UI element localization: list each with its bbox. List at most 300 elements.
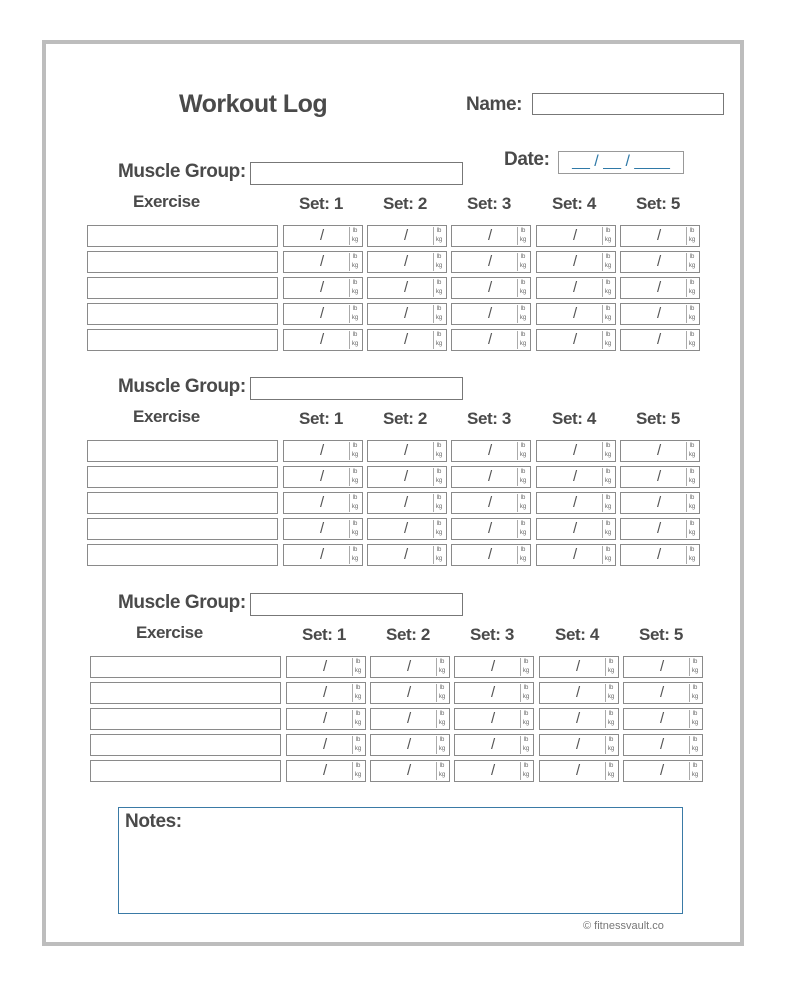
unit-lb[interactable]: lb	[439, 685, 445, 691]
unit-kg[interactable]: kg	[688, 341, 696, 347]
unit-toggle[interactable]	[433, 253, 444, 271]
unit-kg[interactable]: kg	[519, 315, 527, 321]
unit-toggle[interactable]	[433, 468, 444, 486]
set-input[interactable]	[370, 656, 450, 678]
unit-toggle[interactable]	[352, 658, 363, 676]
unit-lb[interactable]: lb	[692, 763, 698, 769]
set-input[interactable]	[620, 466, 700, 488]
set-input[interactable]	[536, 492, 616, 514]
set-input[interactable]	[620, 518, 700, 540]
unit-kg[interactable]: kg	[435, 530, 443, 536]
unit-kg[interactable]: kg	[691, 772, 699, 778]
unit-lb[interactable]: lb	[692, 711, 698, 717]
set-input[interactable]	[454, 734, 534, 756]
unit-kg[interactable]: kg	[688, 530, 696, 536]
unit-lb[interactable]: lb	[523, 763, 529, 769]
set-input[interactable]	[623, 734, 703, 756]
unit-kg[interactable]: kg	[604, 556, 612, 562]
unit-lb[interactable]: lb	[355, 659, 361, 665]
date-field[interactable]: __ / __ / ____	[558, 151, 684, 174]
unit-toggle[interactable]	[349, 520, 360, 538]
unit-toggle[interactable]	[686, 520, 697, 538]
unit-toggle[interactable]	[349, 305, 360, 323]
unit-lb[interactable]: lb	[352, 228, 358, 234]
unit-toggle[interactable]	[433, 305, 444, 323]
unit-lb[interactable]: lb	[605, 547, 611, 553]
exercise-input[interactable]	[87, 329, 278, 351]
unit-toggle[interactable]	[352, 762, 363, 780]
set-input[interactable]	[536, 329, 616, 351]
set-input[interactable]	[623, 656, 703, 678]
unit-kg[interactable]: kg	[604, 504, 612, 510]
unit-toggle[interactable]	[349, 468, 360, 486]
unit-lb[interactable]: lb	[608, 685, 614, 691]
unit-toggle[interactable]	[352, 710, 363, 728]
unit-lb[interactable]: lb	[692, 737, 698, 743]
set-input[interactable]	[620, 303, 700, 325]
set-input[interactable]	[367, 440, 447, 462]
unit-kg[interactable]: kg	[354, 694, 362, 700]
unit-kg[interactable]: kg	[522, 668, 530, 674]
unit-lb[interactable]: lb	[436, 495, 442, 501]
set-input[interactable]	[367, 518, 447, 540]
unit-lb[interactable]: lb	[605, 469, 611, 475]
unit-toggle[interactable]	[433, 279, 444, 297]
unit-lb[interactable]: lb	[608, 763, 614, 769]
unit-lb[interactable]: lb	[689, 469, 695, 475]
set-input[interactable]	[536, 225, 616, 247]
unit-kg[interactable]: kg	[351, 478, 359, 484]
unit-lb[interactable]: lb	[605, 254, 611, 260]
unit-lb[interactable]: lb	[436, 254, 442, 260]
set-input[interactable]	[623, 708, 703, 730]
unit-kg[interactable]: kg	[688, 315, 696, 321]
set-input[interactable]	[536, 303, 616, 325]
exercise-input[interactable]	[90, 656, 281, 678]
unit-lb[interactable]: lb	[523, 711, 529, 717]
unit-toggle[interactable]	[686, 494, 697, 512]
unit-toggle[interactable]	[602, 305, 613, 323]
unit-toggle[interactable]	[689, 762, 700, 780]
set-input[interactable]	[536, 251, 616, 273]
unit-kg[interactable]: kg	[435, 315, 443, 321]
set-input[interactable]	[451, 466, 531, 488]
set-input[interactable]	[620, 544, 700, 566]
set-input[interactable]	[367, 492, 447, 514]
unit-toggle[interactable]	[520, 736, 531, 754]
muscle-group-field[interactable]	[250, 162, 463, 185]
unit-kg[interactable]: kg	[688, 478, 696, 484]
unit-toggle[interactable]	[689, 736, 700, 754]
unit-lb[interactable]: lb	[436, 443, 442, 449]
unit-kg[interactable]: kg	[519, 341, 527, 347]
unit-toggle[interactable]	[520, 684, 531, 702]
unit-toggle[interactable]	[686, 279, 697, 297]
unit-lb[interactable]: lb	[355, 711, 361, 717]
unit-kg[interactable]: kg	[438, 720, 446, 726]
exercise-input[interactable]	[90, 708, 281, 730]
set-input[interactable]	[454, 682, 534, 704]
set-input[interactable]	[367, 544, 447, 566]
unit-lb[interactable]: lb	[689, 332, 695, 338]
unit-lb[interactable]: lb	[520, 280, 526, 286]
unit-toggle[interactable]	[349, 227, 360, 245]
unit-kg[interactable]: kg	[688, 263, 696, 269]
unit-kg[interactable]: kg	[691, 746, 699, 752]
unit-kg[interactable]: kg	[604, 478, 612, 484]
unit-toggle[interactable]	[517, 305, 528, 323]
unit-lb[interactable]: lb	[436, 547, 442, 553]
exercise-input[interactable]	[87, 492, 278, 514]
unit-toggle[interactable]	[517, 331, 528, 349]
unit-kg[interactable]: kg	[688, 556, 696, 562]
unit-lb[interactable]: lb	[352, 495, 358, 501]
set-input[interactable]	[454, 656, 534, 678]
unit-toggle[interactable]	[349, 331, 360, 349]
unit-lb[interactable]: lb	[523, 685, 529, 691]
set-input[interactable]	[283, 329, 363, 351]
set-input[interactable]	[536, 277, 616, 299]
unit-lb[interactable]: lb	[523, 659, 529, 665]
unit-lb[interactable]: lb	[520, 306, 526, 312]
unit-toggle[interactable]	[602, 468, 613, 486]
exercise-input[interactable]	[87, 303, 278, 325]
exercise-input[interactable]	[90, 760, 281, 782]
unit-lb[interactable]: lb	[689, 521, 695, 527]
unit-kg[interactable]: kg	[688, 237, 696, 243]
unit-toggle[interactable]	[602, 227, 613, 245]
set-input[interactable]	[286, 708, 366, 730]
set-input[interactable]	[536, 466, 616, 488]
unit-lb[interactable]: lb	[689, 495, 695, 501]
unit-kg[interactable]: kg	[354, 746, 362, 752]
set-input[interactable]	[539, 656, 619, 678]
set-input[interactable]	[451, 544, 531, 566]
unit-kg[interactable]: kg	[435, 556, 443, 562]
unit-kg[interactable]: kg	[435, 341, 443, 347]
unit-kg[interactable]: kg	[691, 720, 699, 726]
unit-lb[interactable]: lb	[605, 280, 611, 286]
unit-kg[interactable]: kg	[607, 746, 615, 752]
unit-lb[interactable]: lb	[436, 332, 442, 338]
unit-kg[interactable]: kg	[354, 720, 362, 726]
unit-lb[interactable]: lb	[439, 737, 445, 743]
unit-kg[interactable]: kg	[519, 237, 527, 243]
unit-lb[interactable]: lb	[605, 495, 611, 501]
set-input[interactable]	[539, 734, 619, 756]
set-input[interactable]	[454, 708, 534, 730]
unit-kg[interactable]: kg	[691, 694, 699, 700]
unit-toggle[interactable]	[689, 710, 700, 728]
set-input[interactable]	[623, 682, 703, 704]
set-input[interactable]	[283, 466, 363, 488]
exercise-input[interactable]	[87, 225, 278, 247]
unit-kg[interactable]: kg	[604, 315, 612, 321]
unit-kg[interactable]: kg	[688, 504, 696, 510]
unit-toggle[interactable]	[349, 494, 360, 512]
unit-kg[interactable]: kg	[604, 452, 612, 458]
unit-kg[interactable]: kg	[607, 772, 615, 778]
unit-toggle[interactable]	[689, 658, 700, 676]
set-input[interactable]	[283, 518, 363, 540]
unit-toggle[interactable]	[686, 227, 697, 245]
unit-toggle[interactable]	[436, 736, 447, 754]
set-input[interactable]	[620, 225, 700, 247]
unit-lb[interactable]: lb	[355, 763, 361, 769]
unit-lb[interactable]: lb	[355, 685, 361, 691]
set-input[interactable]	[451, 251, 531, 273]
unit-toggle[interactable]	[520, 710, 531, 728]
set-input[interactable]	[451, 303, 531, 325]
unit-kg[interactable]: kg	[435, 478, 443, 484]
set-input[interactable]	[367, 277, 447, 299]
set-input[interactable]	[451, 492, 531, 514]
unit-lb[interactable]: lb	[436, 469, 442, 475]
unit-toggle[interactable]	[433, 494, 444, 512]
unit-lb[interactable]: lb	[605, 306, 611, 312]
unit-kg[interactable]: kg	[607, 668, 615, 674]
set-input[interactable]	[283, 277, 363, 299]
set-input[interactable]	[451, 225, 531, 247]
unit-lb[interactable]: lb	[520, 547, 526, 553]
unit-toggle[interactable]	[602, 494, 613, 512]
set-input[interactable]	[283, 303, 363, 325]
unit-lb[interactable]: lb	[352, 280, 358, 286]
name-field[interactable]	[532, 93, 724, 115]
unit-kg[interactable]: kg	[604, 530, 612, 536]
unit-lb[interactable]: lb	[692, 685, 698, 691]
unit-kg[interactable]: kg	[519, 452, 527, 458]
muscle-group-field[interactable]	[250, 377, 463, 400]
unit-toggle[interactable]	[605, 710, 616, 728]
set-input[interactable]	[370, 760, 450, 782]
unit-toggle[interactable]	[433, 520, 444, 538]
set-input[interactable]	[451, 277, 531, 299]
unit-toggle[interactable]	[436, 658, 447, 676]
unit-toggle[interactable]	[686, 442, 697, 460]
unit-toggle[interactable]	[602, 442, 613, 460]
unit-toggle[interactable]	[517, 279, 528, 297]
unit-toggle[interactable]	[436, 710, 447, 728]
unit-lb[interactable]: lb	[520, 495, 526, 501]
unit-lb[interactable]: lb	[352, 469, 358, 475]
set-input[interactable]	[620, 251, 700, 273]
unit-toggle[interactable]	[517, 253, 528, 271]
unit-toggle[interactable]	[517, 468, 528, 486]
unit-toggle[interactable]	[602, 331, 613, 349]
unit-kg[interactable]: kg	[351, 289, 359, 295]
exercise-input[interactable]	[87, 251, 278, 273]
set-input[interactable]	[620, 329, 700, 351]
unit-toggle[interactable]	[689, 684, 700, 702]
unit-lb[interactable]: lb	[352, 332, 358, 338]
unit-lb[interactable]: lb	[352, 521, 358, 527]
unit-toggle[interactable]	[602, 279, 613, 297]
unit-toggle[interactable]	[686, 468, 697, 486]
unit-kg[interactable]: kg	[604, 263, 612, 269]
unit-kg[interactable]: kg	[435, 452, 443, 458]
unit-lb[interactable]: lb	[689, 443, 695, 449]
unit-toggle[interactable]	[517, 546, 528, 564]
unit-kg[interactable]: kg	[435, 237, 443, 243]
unit-toggle[interactable]	[352, 736, 363, 754]
unit-toggle[interactable]	[349, 546, 360, 564]
unit-toggle[interactable]	[517, 227, 528, 245]
unit-kg[interactable]: kg	[438, 746, 446, 752]
unit-lb[interactable]: lb	[605, 521, 611, 527]
unit-lb[interactable]: lb	[439, 763, 445, 769]
unit-kg[interactable]: kg	[438, 668, 446, 674]
unit-lb[interactable]: lb	[520, 228, 526, 234]
set-input[interactable]	[536, 544, 616, 566]
unit-lb[interactable]: lb	[520, 469, 526, 475]
unit-lb[interactable]: lb	[689, 280, 695, 286]
set-input[interactable]	[286, 682, 366, 704]
unit-kg[interactable]: kg	[519, 289, 527, 295]
unit-toggle[interactable]	[433, 331, 444, 349]
unit-toggle[interactable]	[349, 279, 360, 297]
unit-kg[interactable]: kg	[604, 237, 612, 243]
unit-toggle[interactable]	[517, 442, 528, 460]
set-input[interactable]	[283, 251, 363, 273]
exercise-input[interactable]	[87, 466, 278, 488]
unit-kg[interactable]: kg	[351, 504, 359, 510]
unit-toggle[interactable]	[433, 442, 444, 460]
unit-toggle[interactable]	[605, 762, 616, 780]
unit-kg[interactable]: kg	[519, 478, 527, 484]
set-input[interactable]	[367, 466, 447, 488]
unit-lb[interactable]: lb	[520, 521, 526, 527]
unit-toggle[interactable]	[436, 762, 447, 780]
unit-lb[interactable]: lb	[523, 737, 529, 743]
unit-kg[interactable]: kg	[522, 720, 530, 726]
unit-kg[interactable]: kg	[351, 263, 359, 269]
set-input[interactable]	[283, 440, 363, 462]
set-input[interactable]	[454, 760, 534, 782]
unit-lb[interactable]: lb	[352, 443, 358, 449]
unit-kg[interactable]: kg	[607, 694, 615, 700]
unit-lb[interactable]: lb	[355, 737, 361, 743]
unit-lb[interactable]: lb	[608, 711, 614, 717]
set-input[interactable]	[286, 656, 366, 678]
unit-lb[interactable]: lb	[689, 306, 695, 312]
unit-kg[interactable]: kg	[604, 341, 612, 347]
unit-lb[interactable]: lb	[352, 306, 358, 312]
unit-lb[interactable]: lb	[692, 659, 698, 665]
exercise-input[interactable]	[87, 440, 278, 462]
unit-kg[interactable]: kg	[351, 452, 359, 458]
unit-lb[interactable]: lb	[605, 443, 611, 449]
unit-kg[interactable]: kg	[351, 315, 359, 321]
unit-kg[interactable]: kg	[351, 530, 359, 536]
unit-kg[interactable]: kg	[604, 289, 612, 295]
unit-lb[interactable]: lb	[436, 228, 442, 234]
set-input[interactable]	[367, 303, 447, 325]
unit-kg[interactable]: kg	[435, 504, 443, 510]
set-input[interactable]	[283, 492, 363, 514]
unit-toggle[interactable]	[349, 442, 360, 460]
set-input[interactable]	[367, 225, 447, 247]
set-input[interactable]	[286, 734, 366, 756]
unit-lb[interactable]: lb	[605, 228, 611, 234]
unit-toggle[interactable]	[602, 520, 613, 538]
set-input[interactable]	[367, 329, 447, 351]
set-input[interactable]	[536, 440, 616, 462]
set-input[interactable]	[451, 440, 531, 462]
unit-toggle[interactable]	[349, 253, 360, 271]
unit-kg[interactable]: kg	[354, 668, 362, 674]
muscle-group-field[interactable]	[250, 593, 463, 616]
set-input[interactable]	[370, 682, 450, 704]
unit-lb[interactable]: lb	[436, 306, 442, 312]
exercise-input[interactable]	[87, 544, 278, 566]
unit-kg[interactable]: kg	[354, 772, 362, 778]
set-input[interactable]	[539, 682, 619, 704]
set-input[interactable]	[620, 440, 700, 462]
set-input[interactable]	[539, 708, 619, 730]
unit-kg[interactable]: kg	[438, 694, 446, 700]
unit-lb[interactable]: lb	[439, 659, 445, 665]
unit-lb[interactable]: lb	[520, 254, 526, 260]
unit-lb[interactable]: lb	[436, 521, 442, 527]
exercise-input[interactable]	[90, 734, 281, 756]
set-input[interactable]	[451, 329, 531, 351]
set-input[interactable]	[620, 277, 700, 299]
set-input[interactable]	[623, 760, 703, 782]
unit-kg[interactable]: kg	[519, 263, 527, 269]
unit-lb[interactable]: lb	[520, 443, 526, 449]
unit-toggle[interactable]	[433, 227, 444, 245]
unit-lb[interactable]: lb	[352, 254, 358, 260]
set-input[interactable]	[283, 225, 363, 247]
unit-toggle[interactable]	[433, 546, 444, 564]
unit-toggle[interactable]	[517, 494, 528, 512]
unit-lb[interactable]: lb	[689, 228, 695, 234]
unit-toggle[interactable]	[602, 546, 613, 564]
unit-toggle[interactable]	[686, 305, 697, 323]
set-input[interactable]	[539, 760, 619, 782]
unit-kg[interactable]: kg	[691, 668, 699, 674]
unit-kg[interactable]: kg	[519, 556, 527, 562]
unit-toggle[interactable]	[517, 520, 528, 538]
unit-kg[interactable]: kg	[688, 289, 696, 295]
set-input[interactable]	[536, 518, 616, 540]
unit-kg[interactable]: kg	[607, 720, 615, 726]
unit-lb[interactable]: lb	[608, 737, 614, 743]
unit-kg[interactable]: kg	[688, 452, 696, 458]
unit-kg[interactable]: kg	[438, 772, 446, 778]
set-input[interactable]	[370, 708, 450, 730]
unit-kg[interactable]: kg	[522, 694, 530, 700]
unit-toggle[interactable]	[602, 253, 613, 271]
unit-kg[interactable]: kg	[351, 341, 359, 347]
exercise-input[interactable]	[87, 277, 278, 299]
set-input[interactable]	[620, 492, 700, 514]
unit-toggle[interactable]	[605, 684, 616, 702]
unit-toggle[interactable]	[686, 253, 697, 271]
unit-kg[interactable]: kg	[522, 772, 530, 778]
unit-toggle[interactable]	[605, 658, 616, 676]
unit-kg[interactable]: kg	[435, 263, 443, 269]
unit-kg[interactable]: kg	[435, 289, 443, 295]
unit-toggle[interactable]	[436, 684, 447, 702]
unit-lb[interactable]: lb	[689, 547, 695, 553]
unit-toggle[interactable]	[520, 762, 531, 780]
unit-lb[interactable]: lb	[439, 711, 445, 717]
unit-toggle[interactable]	[352, 684, 363, 702]
notes-box[interactable]	[118, 807, 683, 914]
set-input[interactable]	[451, 518, 531, 540]
